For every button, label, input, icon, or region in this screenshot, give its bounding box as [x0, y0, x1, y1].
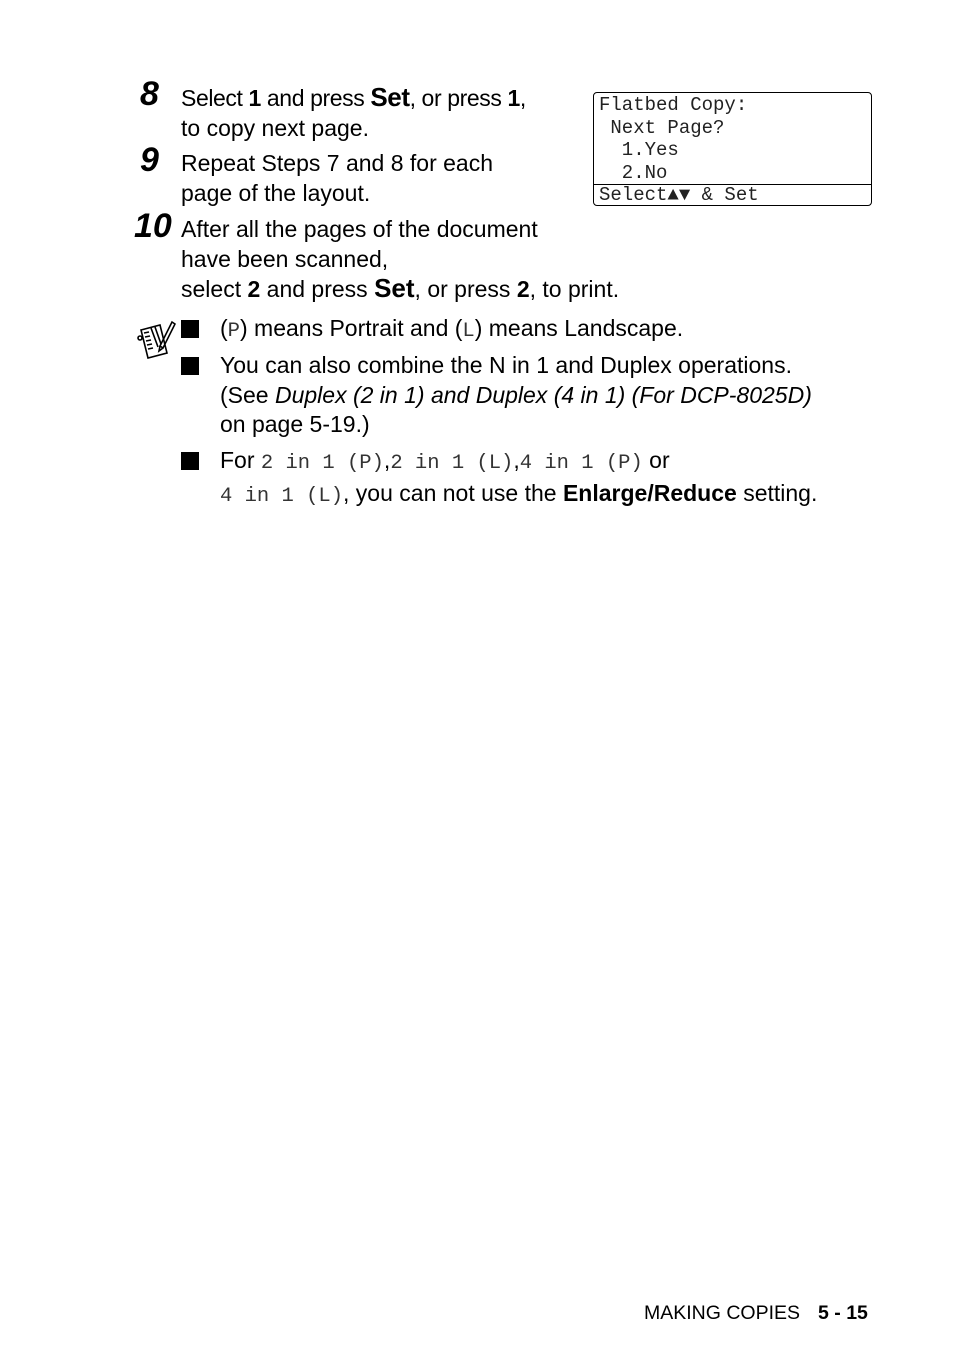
lcd-line-5: Select▲▼ & Set	[599, 184, 759, 206]
note-3-line-1: For 2 in 1 (P),2 in 1 (L),4 in 1 (P) or	[220, 447, 670, 475]
lcd-line-3: 1.Yes	[599, 139, 679, 161]
step-number-8: 8	[140, 75, 159, 113]
page-footer	[644, 1302, 868, 1324]
lcd-line-1: Flatbed Copy:	[599, 94, 748, 116]
step-8-line-2: to copy next page.	[181, 114, 369, 141]
note-3-text	[220, 446, 817, 511]
step-8-text	[181, 83, 526, 143]
step-10-text	[181, 215, 619, 305]
step-9-text	[181, 149, 493, 208]
note-pencil-icon	[136, 318, 176, 365]
step-number-10: 10	[134, 207, 172, 245]
step-10-line-2: have been scanned,	[181, 245, 389, 272]
note-2-line-1: You can also combine the N in 1 and Duplex operations.	[220, 352, 792, 378]
bullet-1	[181, 320, 199, 338]
footer-section: MAKING COPIES	[644, 1302, 801, 1324]
step-8-line-1: Select 1 and press Set, or press 1,	[181, 82, 526, 112]
note-3-line-2: 4 in 1 (L), you can not use the Enlarge/Reduce setting.	[220, 479, 818, 508]
bullet-3	[181, 452, 199, 470]
lcd-line-4: 2.No	[599, 161, 668, 184]
lcd-line-2: Next Page?	[599, 116, 725, 139]
note-1-text: (P) means Portrait and (L) means Landscape.	[220, 315, 684, 343]
note-2-text	[220, 351, 812, 440]
footer-page-number: 5 - 15	[818, 1302, 868, 1324]
step-9-line-2: page of the layout.	[181, 179, 371, 206]
step-10-line-1: After all the pages of the document	[181, 216, 538, 242]
note-2-line-2: (See Duplex (2 in 1) and Duplex (4 in 1) (For DCP-8025D)	[220, 381, 812, 408]
bullet-2	[181, 357, 199, 375]
lcd-display	[593, 92, 872, 206]
note-2-line-3: on page 5-19.)	[220, 411, 370, 437]
step-10-line-3: select 2 and press Set, or press 2, to print.	[181, 273, 620, 303]
step-number-9: 9	[140, 141, 159, 179]
step-9-line-1: Repeat Steps 7 and 8 for each	[181, 150, 493, 176]
